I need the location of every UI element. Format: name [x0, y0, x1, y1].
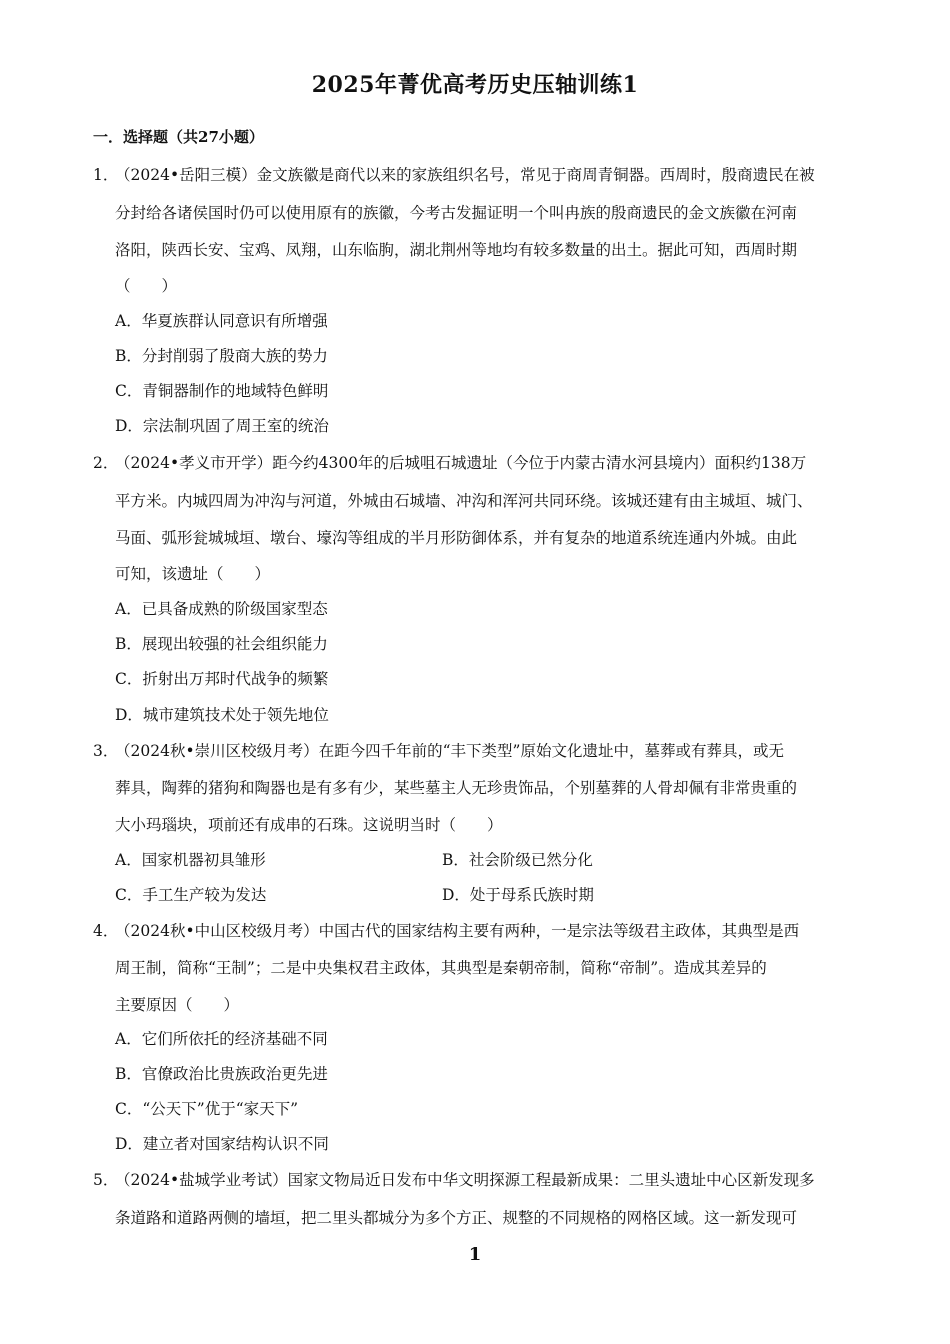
- question-text-line: 平方米。内城四周为冲沟与河道，外城由石城墙、冲沟和浑河共同环绕。该城还建有由主城垣、城门、: [115, 492, 813, 510]
- question-text-line: 大小玛瑙块，项前还有成串的石珠。这说明当时（ ）: [115, 816, 503, 834]
- question-text-line: 条道路和道路两侧的墙垣，把二里头都城分为多个方正、规整的不同规格的网格区域。这一新发现可: [115, 1209, 798, 1227]
- option-a: A．国家机器初具雏形: [115, 851, 266, 869]
- answer-blank: （ ）: [115, 277, 178, 295]
- option-d: D．建立者对国家结构认识不同: [115, 1135, 329, 1153]
- question-text-line: 分封给各诸侯国时仍可以使用原有的族徽，今考古发掘证明一个叫冉族的殷商遗民的金文族徽在河南: [115, 204, 798, 222]
- page-number: 1: [468, 1244, 482, 1265]
- question-text-line: 主要原因（ ）: [115, 996, 240, 1014]
- question-number: 1．: [93, 166, 119, 184]
- question-text-line: （2024秋•崇川区校级月考）在距今四千年前的“丰下类型”原始文化遗址中，墓葬或有葬具，或无: [115, 742, 784, 760]
- option-a: A．它们所依托的经济基础不同: [115, 1030, 328, 1048]
- section-heading: 一．选择题（共27小题）: [93, 128, 264, 146]
- option-c: C．青铜器制作的地域特色鲜明: [115, 382, 329, 400]
- question-number: 2．: [93, 454, 119, 472]
- question-number: 4．: [93, 922, 119, 940]
- question-number: 5．: [93, 1171, 119, 1189]
- document-title: 2025年菁优高考历史压轴训练1: [311, 72, 639, 98]
- question-text-line: （2024秋•中山区校级月考）中国古代的国家结构主要有两种，一是宗法等级君主政体，其典型是西: [115, 922, 800, 940]
- question-text-line: 洛阳，陕西长安、宝鸡、凤翔，山东临朐，湖北荆州等地均有较多数量的出土。据此可知，西周时期: [115, 241, 798, 259]
- option-c: C．“公天下”优于“家天下”: [115, 1100, 299, 1118]
- option-b: B．分封削弱了殷商大族的势力: [115, 347, 328, 365]
- question-text-line: （2024•孝义市开学）距今约4300年的后城咀石城遗址（今位于内蒙古清水河县境内）面积约138万: [115, 454, 807, 472]
- option-b: B．官僚政治比贵族政治更先进: [115, 1065, 328, 1083]
- option-a: A．华夏族群认同意识有所增强: [115, 312, 328, 330]
- option-b: B．社会阶级已然分化: [442, 851, 593, 869]
- question-text-line: 葬具，陶葬的猪狗和陶器也是有多有少，某些墓主人无珍贵饰品，个别墓葬的人骨却佩有非常贵重的: [115, 779, 798, 797]
- question-text-line: （2024•盐城学业考试）国家文物局近日发布中华文明探源工程最新成果：二里头遗址中心区新发现多: [115, 1171, 815, 1189]
- question-text-line: （2024•岳阳三模）金文族徽是商代以来的家族组织名号，常见于商周青铜器。西周时，殷商遗民在被: [115, 166, 815, 184]
- question-text-line: 可知，该遗址（ ）: [115, 565, 271, 583]
- option-d: D．城市建筑技术处于领先地位: [115, 706, 329, 724]
- option-c: C．手工生产较为发达: [115, 886, 267, 904]
- question-text-line: 周王制，简称“王制”；二是中央集权君主政体，其典型是秦朝帝制，简称“帝制”。造成其差异的: [115, 959, 767, 977]
- option-c: C．折射出万邦时代战争的频繁: [115, 670, 329, 688]
- option-d: D．处于母系氏族时期: [442, 886, 594, 904]
- option-d: D．宗法制巩固了周王室的统治: [115, 417, 329, 435]
- option-a: A．已具备成熟的阶级国家型态: [115, 600, 328, 618]
- option-b: B．展现出较强的社会组织能力: [115, 635, 328, 653]
- question-number: 3．: [93, 742, 119, 760]
- question-text-line: 马面、弧形瓮城城垣、墩台、壕沟等组成的半月形防御体系，并有复杂的地道系统连通内外城。由此: [115, 529, 798, 547]
